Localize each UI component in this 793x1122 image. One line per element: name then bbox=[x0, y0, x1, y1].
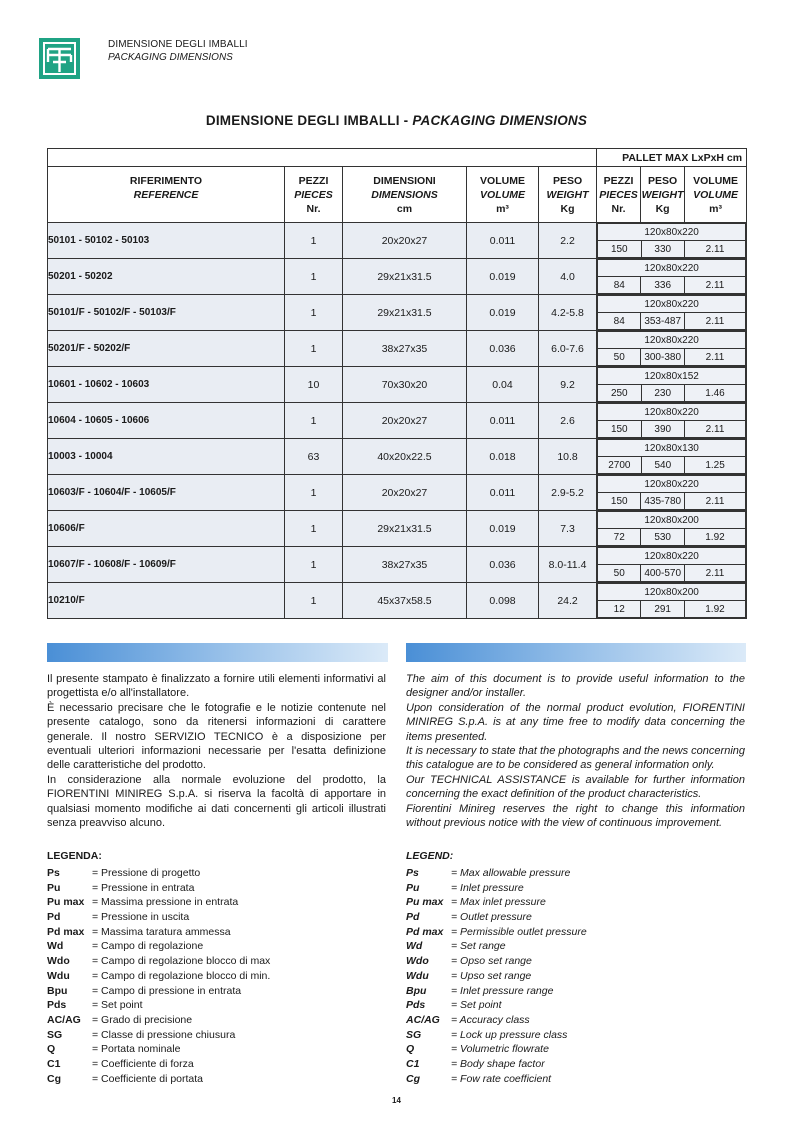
pallet-size: 120x80x220 bbox=[598, 260, 746, 277]
pallet-volume: 2.11 bbox=[684, 241, 745, 258]
col-dimensions: DIMENSIONI DIMENSIONS cm bbox=[343, 167, 467, 223]
logo-mark-icon bbox=[39, 38, 80, 79]
pallet-weight: 530 bbox=[641, 529, 684, 546]
section-bar-en bbox=[406, 643, 746, 662]
pallet-pieces: 50 bbox=[598, 565, 641, 582]
legend-it-symbol: AC/AG bbox=[47, 1013, 81, 1026]
pallet-weight: 291 bbox=[641, 601, 684, 618]
legend-it-item bbox=[47, 866, 270, 881]
legend-it-item bbox=[47, 998, 270, 1013]
table-row bbox=[48, 403, 747, 439]
pallet-size: 120x80x220 bbox=[598, 296, 746, 313]
pallet-volume: 1.92 bbox=[684, 529, 745, 546]
legend-en-symbol: Pd bbox=[406, 911, 420, 924]
col-pallet-weight: PESO WEIGHT Kg bbox=[641, 167, 685, 223]
col-pallet-volume: VOLUME VOLUME m³ bbox=[685, 167, 747, 223]
cell-volume: 0.04 bbox=[467, 367, 539, 403]
page-title-it: DIMENSIONE DEGLI IMBALLI - bbox=[205, 113, 413, 128]
legend-en-definition: = Max allowable pressure bbox=[451, 867, 571, 879]
pallet-weight: 336 bbox=[641, 277, 684, 294]
pallet-size: 120x80x200 bbox=[598, 584, 746, 601]
cell-weight: 2.2 bbox=[539, 223, 597, 259]
pallet-size: 120x80x220 bbox=[598, 476, 746, 493]
cell-volume: 0.019 bbox=[467, 511, 539, 547]
pallet-volume: 2.11 bbox=[684, 565, 745, 582]
legend-en-symbol: C1 bbox=[406, 1057, 420, 1070]
pallet-pieces: 150 bbox=[598, 421, 641, 438]
legend-it-item bbox=[47, 954, 270, 969]
pallet-weight: 540 bbox=[641, 457, 684, 474]
table-row bbox=[48, 511, 747, 547]
cell-pieces: 1 bbox=[285, 475, 343, 511]
cell-pallet bbox=[597, 367, 747, 403]
cell-weight: 4.2-5.8 bbox=[539, 295, 597, 331]
page-title bbox=[0, 113, 793, 128]
legend-en-item bbox=[406, 910, 587, 925]
cell-reference: 10606/F bbox=[48, 511, 285, 547]
pallet-volume: 1.92 bbox=[684, 601, 745, 618]
pallet-pieces: 150 bbox=[598, 493, 641, 510]
legend-en-symbol: Q bbox=[406, 1043, 415, 1056]
cell-volume: 0.036 bbox=[467, 547, 539, 583]
pallet-volume: 1.46 bbox=[684, 385, 745, 402]
legend-it-symbol: Wdo bbox=[47, 955, 70, 968]
legend-en-symbol: Cg bbox=[406, 1072, 420, 1085]
legend-en-item bbox=[406, 969, 587, 984]
legend-en-item bbox=[406, 1028, 587, 1043]
cell-pieces: 1 bbox=[285, 331, 343, 367]
legend-it-definition: = Grado di precisione bbox=[92, 1013, 193, 1026]
pallet-volume: 2.11 bbox=[684, 349, 745, 366]
disclaimer-en-p4: Our TECHNICAL ASSISTANCE is available for further information concerning the exact definition of the product characteristics. bbox=[406, 773, 745, 801]
cell-pieces: 1 bbox=[285, 259, 343, 295]
legend-en-symbol: Wdo bbox=[406, 955, 429, 968]
legend-en-item bbox=[406, 998, 587, 1013]
legend-en-definition: = Permissible outlet pressure bbox=[451, 925, 587, 938]
legend-it-definition: = Pressione in uscita bbox=[92, 911, 190, 924]
legend-en-definition: = Opso set range bbox=[451, 955, 532, 968]
legend-it-symbol: Wd bbox=[47, 940, 64, 953]
legend-en-symbol: Wdu bbox=[406, 969, 429, 982]
legend-it-definition: = Coefficiente di forza bbox=[92, 1057, 194, 1070]
legend-it-symbol: C1 bbox=[47, 1057, 61, 1070]
legend-it-symbol: Ps bbox=[47, 867, 60, 879]
legend-en-symbol: Pd max bbox=[406, 925, 444, 938]
cell-pieces: 1 bbox=[285, 547, 343, 583]
disclaimer-it-p3: In considerazione alla normale evoluzione del prodotto, la FIORENTINI MINIREG S.p.A. si riserva la facoltà di apportare in qualsiasi momento modifiche ai dati concernenti gli articoli illustrati senza preavviso alcuno. bbox=[47, 773, 386, 830]
pallet-size: 120x80x152 bbox=[598, 368, 746, 385]
pallet-pieces: 250 bbox=[598, 385, 641, 402]
pallet-pieces: 12 bbox=[598, 601, 641, 618]
table-row bbox=[48, 331, 747, 367]
table-row bbox=[48, 583, 747, 619]
legend-en-symbol: Wd bbox=[406, 940, 423, 953]
pallet-weight: 230 bbox=[641, 385, 684, 402]
legend-en-definition: = Accuracy class bbox=[451, 1013, 530, 1026]
pallet-pieces: 150 bbox=[598, 241, 641, 258]
cell-dimensions: 29x21x31.5 bbox=[343, 295, 467, 331]
legend-it-symbol: Cg bbox=[47, 1072, 61, 1085]
cell-reference: 10003 - 10004 bbox=[48, 439, 285, 475]
legend-en-definition: = Lock up pressure class bbox=[451, 1028, 568, 1041]
legend-it-symbol: Pu max bbox=[47, 896, 85, 909]
pallet-weight: 390 bbox=[641, 421, 684, 438]
cell-volume: 0.018 bbox=[467, 439, 539, 475]
pallet-volume: 2.11 bbox=[684, 493, 745, 510]
legend-it-definition: = Set point bbox=[92, 999, 143, 1012]
col-pallet-pieces: PEZZI PIECES Nr. bbox=[597, 167, 641, 223]
cell-weight: 7.3 bbox=[539, 511, 597, 547]
legend-it-definition: = Portata nominale bbox=[92, 1043, 181, 1056]
cell-pallet bbox=[597, 295, 747, 331]
table-row bbox=[48, 295, 747, 331]
legend-en-symbol: SG bbox=[406, 1028, 422, 1041]
legend-en-item bbox=[406, 939, 587, 954]
pallet-weight: 435-780 bbox=[641, 493, 685, 510]
cell-dimensions: 29x21x31.5 bbox=[343, 259, 467, 295]
table-blank-header bbox=[48, 149, 597, 167]
cell-pieces: 1 bbox=[285, 403, 343, 439]
cell-pieces: 10 bbox=[285, 367, 343, 403]
cell-pieces: 1 bbox=[285, 295, 343, 331]
legend-it-symbol: Bpu bbox=[47, 984, 68, 997]
disclaimer-en-p1: The aim of this document is to provide useful information to the designer and/or installer. bbox=[406, 673, 745, 700]
disclaimer-en bbox=[406, 672, 745, 830]
legend-en-item bbox=[406, 1013, 587, 1028]
pallet-size: 120x80x220 bbox=[598, 548, 746, 565]
pallet-volume: 2.11 bbox=[684, 313, 745, 330]
cell-dimensions: 38x27x35 bbox=[343, 331, 467, 367]
cell-volume: 0.098 bbox=[467, 583, 539, 619]
pallet-volume: 2.11 bbox=[684, 421, 745, 438]
cell-pallet bbox=[597, 331, 747, 367]
legend-it-item bbox=[47, 1028, 270, 1043]
pallet-weight: 400-570 bbox=[641, 565, 685, 582]
cell-weight: 6.0-7.6 bbox=[539, 331, 597, 367]
col-reference: RIFERIMENTO REFERENCE bbox=[48, 167, 285, 223]
cell-pieces: 1 bbox=[285, 223, 343, 259]
legend-it-item bbox=[47, 939, 270, 954]
table-row bbox=[48, 367, 747, 403]
legend-en-symbol: Pds bbox=[406, 999, 426, 1012]
legend-en-definition: = Inlet pressure range bbox=[451, 984, 554, 997]
cell-weight: 8.0-11.4 bbox=[539, 547, 597, 583]
cell-dimensions: 29x21x31.5 bbox=[343, 511, 467, 547]
legend-it-definition: = Pressione in entrata bbox=[92, 881, 195, 894]
pallet-weight: 330 bbox=[641, 241, 684, 258]
cell-pieces: 1 bbox=[285, 511, 343, 547]
pallet-pieces: 50 bbox=[598, 349, 641, 366]
cell-pieces: 63 bbox=[285, 439, 343, 475]
cell-pallet bbox=[597, 259, 747, 295]
page-title-en: PACKAGING DIMENSIONS bbox=[412, 113, 588, 128]
legend-it-symbol: Pd max bbox=[47, 925, 85, 938]
disclaimer-en-p5: Fiorentini Minireg reserves the right to change this information without previous notice with the view of continuous improvement. bbox=[406, 802, 745, 830]
table-row bbox=[48, 547, 747, 583]
legend-it-item bbox=[47, 895, 270, 910]
cell-reference: 10604 - 10605 - 10606 bbox=[48, 403, 285, 439]
col-pieces: PEZZI PIECES Nr. bbox=[285, 167, 343, 223]
legend-en-symbol: AC/AG bbox=[406, 1013, 440, 1026]
cell-dimensions: 70x30x20 bbox=[343, 367, 467, 403]
pallet-volume: 1.25 bbox=[685, 457, 746, 474]
legend-en-definition: = Max inlet pressure bbox=[451, 896, 546, 909]
legend-it-definition: = Massima taratura ammessa bbox=[92, 925, 231, 938]
cell-pallet bbox=[597, 475, 747, 511]
legend-it-item bbox=[47, 925, 270, 940]
pallet-header: PALLET MAX LxPxH cm bbox=[597, 149, 747, 167]
legend-it-symbol: Pd bbox=[47, 911, 61, 924]
disclaimer-it-p1: Il presente stampato è finalizzato a fornire utili elementi informativi al progettista e/o all'installatore. bbox=[47, 673, 386, 700]
cell-pallet bbox=[597, 223, 747, 259]
cell-dimensions: 20x20x27 bbox=[343, 403, 467, 439]
legend-it-definition: = Campo di regolazione bbox=[92, 940, 204, 953]
cell-volume: 0.011 bbox=[467, 403, 539, 439]
cell-dimensions: 40x20x22.5 bbox=[343, 439, 467, 475]
legend-en-item bbox=[406, 881, 587, 896]
table-row bbox=[48, 223, 747, 259]
legend-it-definition: = Campo di regolazione blocco di max bbox=[92, 955, 271, 968]
legend-en-item bbox=[406, 866, 587, 881]
legend-it-definition: = Classe di pressione chiusura bbox=[92, 1028, 236, 1041]
cell-pallet bbox=[597, 511, 747, 547]
legend-it-item bbox=[47, 881, 270, 896]
cell-weight: 4.0 bbox=[539, 259, 597, 295]
legend-en-definition: = Set range bbox=[451, 940, 506, 953]
legend-en-title: LEGEND: bbox=[406, 850, 454, 862]
legend-en-definition: = Body shape factor bbox=[451, 1057, 545, 1070]
legend-en-item bbox=[406, 954, 587, 969]
legend-en-symbol: Pu max bbox=[406, 896, 444, 909]
disclaimer-en-p2: Upon consideration of the normal product evolution, FIORENTINI MINIREG S.p.A. is at any time free to modify data concerning the items presented. bbox=[406, 701, 745, 743]
header-title-it: DIMENSIONE DEGLI IMBALLI bbox=[108, 39, 248, 50]
legend-it-list bbox=[47, 866, 270, 1086]
pallet-size: 120x80x130 bbox=[598, 440, 746, 457]
cell-volume: 0.019 bbox=[467, 295, 539, 331]
legend-en-item bbox=[406, 1042, 587, 1057]
cell-pieces: 1 bbox=[285, 583, 343, 619]
cell-pallet bbox=[597, 583, 747, 619]
pallet-size: 120x80x200 bbox=[598, 512, 746, 529]
cell-weight: 2.9-5.2 bbox=[539, 475, 597, 511]
section-bar-it bbox=[47, 643, 388, 662]
legend-en-item bbox=[406, 925, 587, 940]
pallet-weight: 300-380 bbox=[641, 349, 685, 366]
legend-it-definition: = Campo di regolazione blocco di min. bbox=[92, 969, 271, 982]
cell-reference: 50201/F - 50202/F bbox=[48, 331, 285, 367]
pallet-pieces: 2700 bbox=[598, 457, 642, 474]
pallet-size: 120x80x220 bbox=[598, 224, 746, 241]
table-row bbox=[48, 439, 747, 475]
pallet-size: 120x80x220 bbox=[598, 332, 746, 349]
cell-volume: 0.036 bbox=[467, 331, 539, 367]
cell-weight: 9.2 bbox=[539, 367, 597, 403]
pallet-pieces: 84 bbox=[598, 313, 641, 330]
pallet-volume: 2.11 bbox=[684, 277, 745, 294]
cell-reference: 50101/F - 50102/F - 50103/F bbox=[48, 295, 285, 331]
legend-en-definition: = Outlet pressure bbox=[451, 911, 532, 924]
company-logo bbox=[39, 38, 80, 79]
legend-en-definition: = Volumetric flowrate bbox=[451, 1043, 549, 1056]
legend-en-item bbox=[406, 984, 587, 999]
table-row bbox=[48, 259, 747, 295]
table-row bbox=[48, 475, 747, 511]
cell-volume: 0.011 bbox=[467, 223, 539, 259]
cell-dimensions: 20x20x27 bbox=[343, 223, 467, 259]
pallet-weight: 353-487 bbox=[641, 313, 685, 330]
legend-en-symbol: Pu bbox=[406, 881, 420, 894]
legend-it-title: LEGENDA: bbox=[47, 850, 102, 862]
cell-weight: 10.8 bbox=[539, 439, 597, 475]
header-title-en: PACKAGING DIMENSIONS bbox=[108, 52, 233, 63]
cell-pallet bbox=[597, 403, 747, 439]
legend-en-definition: = Fow rate coefficient bbox=[451, 1072, 552, 1085]
legend-it-item bbox=[47, 910, 270, 925]
packaging-table bbox=[47, 148, 747, 619]
legend-en-definition: = Upso set range bbox=[451, 969, 532, 982]
legend-it-symbol: Pu bbox=[47, 881, 61, 894]
page-number: 14 bbox=[392, 1096, 401, 1105]
pallet-size: 120x80x220 bbox=[598, 404, 746, 421]
legend-it-definition: = Campo di pressione in entrata bbox=[92, 984, 242, 997]
cell-volume: 0.019 bbox=[467, 259, 539, 295]
disclaimer-it-p2: È necessario precisare che le fotografie e le notizie contenute nel presente catalogo, sono da ritenersi informazioni di carattere generale. Il nostro SERVIZIO TECNICO è a disposizione per eventuali ulteriori informazioni necessarie per l'esatta definizione delle caratteristiche del prodotto. bbox=[47, 701, 386, 772]
legend-it-symbol: Q bbox=[47, 1043, 56, 1056]
legend-en-definition: = Set point bbox=[451, 999, 502, 1012]
col-volume: VOLUME VOLUME m³ bbox=[467, 167, 539, 223]
legend-it-definition: = Coefficiente di portata bbox=[92, 1072, 204, 1085]
legend-it-item bbox=[47, 1072, 270, 1087]
legend-it-item bbox=[47, 1057, 270, 1072]
legend-it-item bbox=[47, 1042, 270, 1057]
legend-it-definition: = Pressione di progetto bbox=[92, 867, 201, 879]
cell-reference: 50101 - 50102 - 50103 bbox=[48, 223, 285, 259]
legend-en-symbol: Ps bbox=[406, 867, 419, 879]
cell-dimensions: 38x27x35 bbox=[343, 547, 467, 583]
pallet-pieces: 72 bbox=[598, 529, 641, 546]
legend-en-symbol: Bpu bbox=[406, 984, 427, 997]
legend-en-item bbox=[406, 1057, 587, 1072]
cell-reference: 10603/F - 10604/F - 10605/F bbox=[48, 475, 285, 511]
legend-en-item bbox=[406, 895, 587, 910]
legend-it-item bbox=[47, 984, 270, 999]
legend-it-symbol: Pds bbox=[47, 999, 67, 1012]
legend-it-symbol: Wdu bbox=[47, 969, 70, 982]
cell-volume: 0.011 bbox=[467, 475, 539, 511]
cell-reference: 10607/F - 10608/F - 10609/F bbox=[48, 547, 285, 583]
legend-en-item bbox=[406, 1072, 587, 1087]
cell-dimensions: 20x20x27 bbox=[343, 475, 467, 511]
disclaimer-it bbox=[47, 672, 386, 830]
pallet-pieces: 84 bbox=[598, 277, 641, 294]
disclaimer-en-p3: It is necessary to state that the photographs and the news concerning this catalogue are to be considered as general information only. bbox=[406, 745, 745, 772]
legend-it-symbol: SG bbox=[47, 1028, 63, 1041]
cell-pallet bbox=[597, 439, 747, 475]
cell-dimensions: 45x37x58.5 bbox=[343, 583, 467, 619]
cell-reference: 50201 - 50202 bbox=[48, 259, 285, 295]
legend-en-definition: = Inlet pressure bbox=[451, 881, 524, 894]
cell-reference: 10210/F bbox=[48, 583, 285, 619]
col-weight: PESO WEIGHT Kg bbox=[539, 167, 597, 223]
cell-pallet bbox=[597, 547, 747, 583]
cell-weight: 2.6 bbox=[539, 403, 597, 439]
cell-weight: 24.2 bbox=[539, 583, 597, 619]
legend-it-item bbox=[47, 1013, 270, 1028]
legend-it-definition: = Massima pressione in entrata bbox=[92, 896, 239, 909]
legend-it-item bbox=[47, 969, 270, 984]
legend-en-list bbox=[406, 866, 587, 1086]
cell-reference: 10601 - 10602 - 10603 bbox=[48, 367, 285, 403]
